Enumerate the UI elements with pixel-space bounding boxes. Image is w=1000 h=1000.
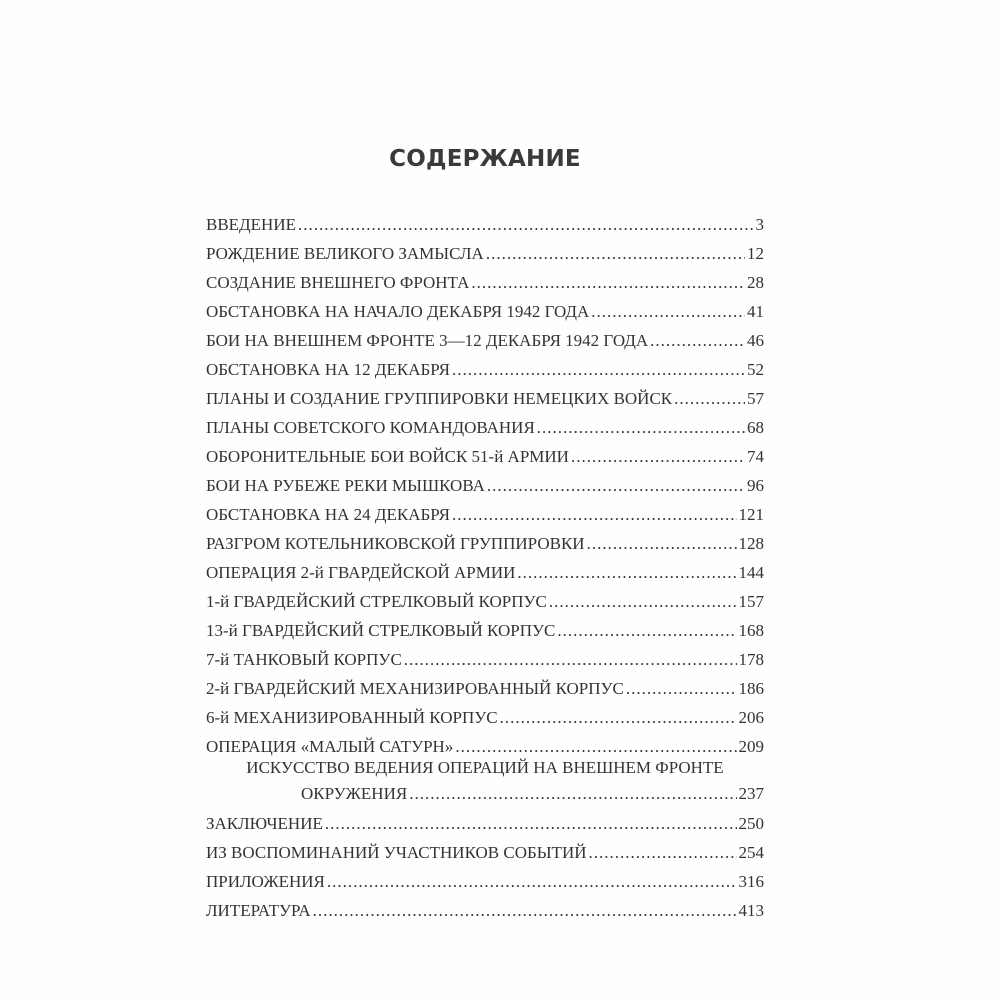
toc-entry <box>206 834 764 863</box>
toc-entry <box>206 805 764 834</box>
toc-dot-leader <box>452 505 737 525</box>
toc-entry-title: ПЛАНЫ И СОЗДАНИЕ ГРУППИРОВКИ НЕМЕЦКИХ ВОЙСК <box>206 389 673 408</box>
toc-dot-leader <box>500 708 737 728</box>
toc-dot-leader <box>626 679 737 699</box>
table-of-contents <box>206 206 764 921</box>
toc-page-number: 413 <box>738 901 764 920</box>
toc-dot-leader <box>587 534 737 554</box>
toc-entry <box>206 583 764 612</box>
toc-dot-leader <box>327 872 737 892</box>
toc-page-number: 12 <box>747 244 764 263</box>
toc-dot-leader <box>325 814 737 834</box>
toc-entry-title: ОПЕРАЦИЯ 2-й ГВАРДЕЙСКОЙ АРМИИ <box>206 563 516 582</box>
toc-dot-leader <box>452 360 745 380</box>
toc-entry <box>206 409 764 438</box>
toc-page-number: 46 <box>747 331 764 350</box>
toc-entry-title-line2: ОКРУЖЕНИЯ <box>301 784 408 803</box>
toc-entry-title-line1: ИСКУССТВО ВЕДЕНИЯ ОПЕРАЦИЙ НА ВНЕШНЕМ ФРОНТЕ <box>246 758 724 777</box>
toc-page-number: 178 <box>738 650 764 669</box>
toc-entry <box>206 699 764 728</box>
toc-entry <box>206 892 764 921</box>
toc-entry-title: БОИ НА РУБЕЖЕ РЕКИ МЫШКОВА <box>206 476 485 495</box>
toc-page-number: 57 <box>747 389 764 408</box>
toc-page-number: 3 <box>755 215 764 234</box>
toc-dot-leader <box>298 215 754 235</box>
toc-dot-leader <box>517 563 736 583</box>
toc-dot-leader <box>409 783 736 805</box>
toc-page-number: 144 <box>738 563 764 582</box>
toc-dot-leader <box>404 650 737 670</box>
toc-entry-title: ЗАКЛЮЧЕНИЕ <box>206 814 323 833</box>
toc-page-number: 28 <box>747 273 764 292</box>
toc-entry <box>206 525 764 554</box>
toc-entry-title: 13-й ГВАРДЕЙСКИЙ СТРЕЛКОВЫЙ КОРПУС <box>206 621 556 640</box>
toc-entry-title: ЛИТЕРАТУРА <box>206 901 311 920</box>
toc-entry-title: ОПЕРАЦИЯ «МАЛЫЙ САТУРН» <box>206 737 454 756</box>
toc-entry <box>206 641 764 670</box>
toc-entry <box>206 264 764 293</box>
toc-entry-title: РАЗГРОМ КОТЕЛЬНИКОВСКОЙ ГРУППИРОВКИ <box>206 534 585 553</box>
toc-page-number: 206 <box>738 708 764 727</box>
toc-page-number: 68 <box>747 418 764 437</box>
toc-dot-leader <box>486 244 745 264</box>
toc-dot-leader <box>571 447 745 467</box>
toc-entry <box>206 467 764 496</box>
toc-entry <box>206 380 764 409</box>
toc-dot-leader <box>537 418 745 438</box>
toc-entry-title: БОИ НА ВНЕШНЕМ ФРОНТЕ 3—12 ДЕКАБРЯ 1942 ГОДА <box>206 331 649 350</box>
toc-entry <box>206 863 764 892</box>
toc-entry-title: ИЗ ВОСПОМИНАНИЙ УЧАСТНИКОВ СОБЫТИЙ <box>206 843 587 862</box>
toc-dot-leader <box>589 843 737 863</box>
toc-page-number: 209 <box>738 737 764 756</box>
page-title: СОДЕРЖАНИЕ <box>389 146 581 172</box>
toc-dot-leader <box>650 331 745 351</box>
toc-entry-title: 6-й МЕХАНИЗИРОВАННЫЙ КОРПУС <box>206 708 498 727</box>
toc-entry <box>206 728 764 757</box>
toc-entry <box>206 670 764 699</box>
toc-dot-leader <box>557 621 736 641</box>
toc-dot-leader <box>549 592 737 612</box>
toc-entry <box>206 351 764 380</box>
toc-page-number: 316 <box>738 872 764 891</box>
toc-entry-multiline <box>206 757 764 805</box>
toc-page-number: 254 <box>738 843 764 862</box>
toc-entry-title: ОБОРОНИТЕЛЬНЫЕ БОИ ВОЙСК 51-й АРМИИ <box>206 447 569 466</box>
toc-entry <box>206 438 764 467</box>
toc-page-number: 237 <box>738 784 764 803</box>
toc-entry-title: СОЗДАНИЕ ВНЕШНЕГО ФРОНТА <box>206 273 470 292</box>
toc-page-number: 121 <box>738 505 764 524</box>
toc-entry-title: 7-й ТАНКОВЫЙ КОРПУС <box>206 650 402 669</box>
toc-page-number: 74 <box>747 447 764 466</box>
toc-dot-leader <box>487 476 745 496</box>
toc-entry <box>206 554 764 583</box>
toc-entry-title: 2-й ГВАРДЕЙСКИЙ МЕХАНИЗИРОВАННЫЙ КОРПУС <box>206 679 624 698</box>
toc-dot-leader <box>471 273 745 293</box>
toc-dot-leader <box>455 737 736 757</box>
toc-page-number: 168 <box>738 621 764 640</box>
toc-page-number: 96 <box>747 476 764 495</box>
toc-page-number: 250 <box>738 814 764 833</box>
toc-entry-title: ОБСТАНОВКА НА 12 ДЕКАБРЯ <box>206 360 450 379</box>
toc-page-number: 128 <box>738 534 764 553</box>
toc-entry-line2 <box>206 779 764 805</box>
toc-entry <box>206 293 764 322</box>
toc-entry <box>206 206 764 235</box>
toc-entry-title: 1-й ГВАРДЕЙСКИЙ СТРЕЛКОВЫЙ КОРПУС <box>206 592 547 611</box>
toc-dot-leader <box>591 302 745 322</box>
toc-entry-title: ПРИЛОЖЕНИЯ <box>206 872 325 891</box>
toc-entry-title: ВВЕДЕНИЕ <box>206 215 296 234</box>
toc-entry <box>206 612 764 641</box>
toc-entry <box>206 322 764 351</box>
toc-entry <box>206 235 764 264</box>
toc-entry-title: ОБСТАНОВКА НА 24 ДЕКАБРЯ <box>206 505 450 524</box>
toc-dot-leader <box>674 389 745 409</box>
toc-page-number: 41 <box>747 302 764 321</box>
toc-entry-title: ОБСТАНОВКА НА НАЧАЛО ДЕКАБРЯ 1942 ГОДА <box>206 302 590 321</box>
toc-page-number: 157 <box>738 592 764 611</box>
toc-dot-leader <box>313 901 737 921</box>
toc-entry-title: ПЛАНЫ СОВЕТСКОГО КОМАНДОВАНИЯ <box>206 418 535 437</box>
toc-entry <box>206 496 764 525</box>
toc-entry-title: РОЖДЕНИЕ ВЕЛИКОГО ЗАМЫСЛА <box>206 244 484 263</box>
toc-page-number: 52 <box>747 360 764 379</box>
toc-page-number: 186 <box>738 679 764 698</box>
